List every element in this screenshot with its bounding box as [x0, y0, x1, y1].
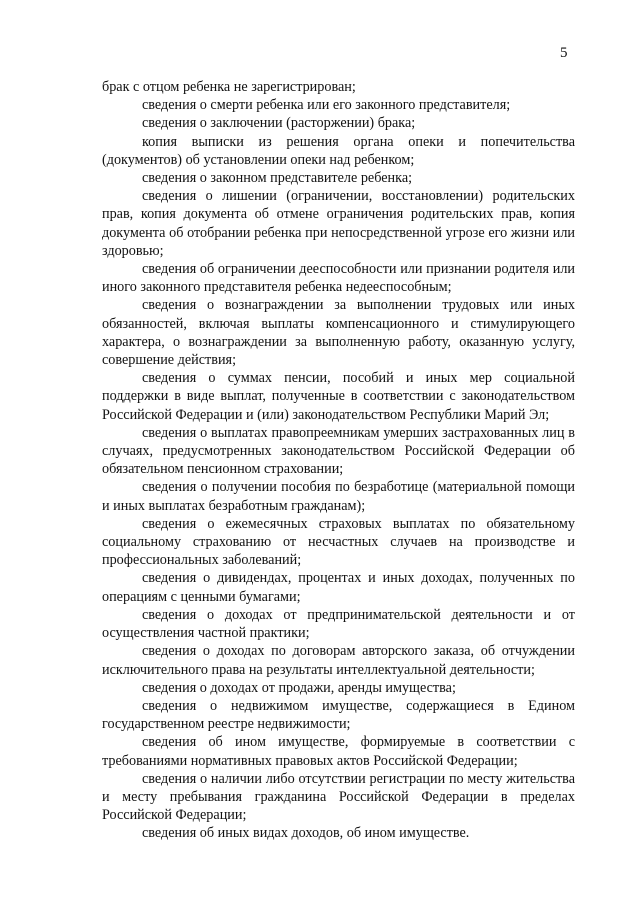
paragraph: сведения об иных видах доходов, об ином имуществе. — [142, 825, 470, 842]
paragraph: копия выписки из решения органа опеки и попечительства (документов) об установлении опеки над ребенком; — [102, 133, 575, 168]
paragraph: сведения о заключении (расторжении) брака; — [142, 115, 416, 132]
paragraph: сведения об ином имуществе, формируемые в соответствии с требованиями нормативных правовых актов Российской Федерации; — [102, 734, 575, 769]
paragraph: сведения о вознаграждении за выполнении трудовых или иных обязанностей, включая выплаты компенсационного и стимулирующего характера, о вознаграждении за выполненную работу, оказанную услугу, совершение действия; — [102, 297, 575, 369]
paragraph: сведения о наличии либо отсутствии регистрации по месту жительства и месту пребывания гражданина Российской Федерации в пределах Российской Федерации; — [102, 770, 575, 824]
paragraph: сведения о выплатах правопреемникам умерших застрахованных лиц в случаях, предусмотренных законодательством Российской Федерации об обязательном пенсионном страховании; — [102, 424, 575, 478]
paragraph: сведения о получении пособия по безработице (материальной помощи и иных выплатах безработным гражданам); — [102, 479, 575, 514]
paragraph: сведения о лишении (ограничении, восстановлении) родительских прав, копия документа об отмене ограничения родительских прав, копия документа об отобрании ребенка при непосредственной угрозе его жизни или здоровью; — [102, 188, 575, 259]
paragraph: сведения о доходах по договорам авторского заказа, об отчуждении исключительного права на результаты интеллектуальной деятельности; — [102, 643, 575, 678]
paragraph: сведения об ограничении дееспособности или признании родителя или иного законного представителя ребенка недееспособным; — [102, 261, 575, 296]
paragraph: сведения о недвижимом имуществе, содержащиеся в Едином государственном реестре недвижимости; — [102, 697, 575, 733]
page-number: 5 — [560, 45, 568, 61]
paragraph: брак с отцом ребенка не зарегистрирован; — [102, 79, 356, 95]
document-body — [102, 78, 575, 843]
paragraph: сведения о доходах от предпринимательской деятельности и от осуществления частной практики; — [102, 606, 575, 642]
paragraph: сведения о смерти ребенка или его законного представителя; — [142, 97, 511, 114]
paragraph: сведения о суммах пенсии, пособий и иных мер социальной поддержки в виде выплат, полученные в соответствии с законодательством Российской Федерации и (или) законодательством Республики Марий Эл; — [102, 370, 575, 423]
paragraph: сведения о ежемесячных страховых выплатах по обязательному социальному страхованию от несчастных случаев на производстве и профессиональных заболеваний; — [102, 515, 575, 569]
paragraph: сведения о законном представителе ребенка; — [142, 170, 413, 187]
paragraph: сведения о доходах от продажи, аренды имущества; — [142, 679, 456, 696]
paragraph: сведения о дивидендах, процентах и иных доходах, полученных по операциям с ценными бумагами; — [102, 570, 575, 605]
